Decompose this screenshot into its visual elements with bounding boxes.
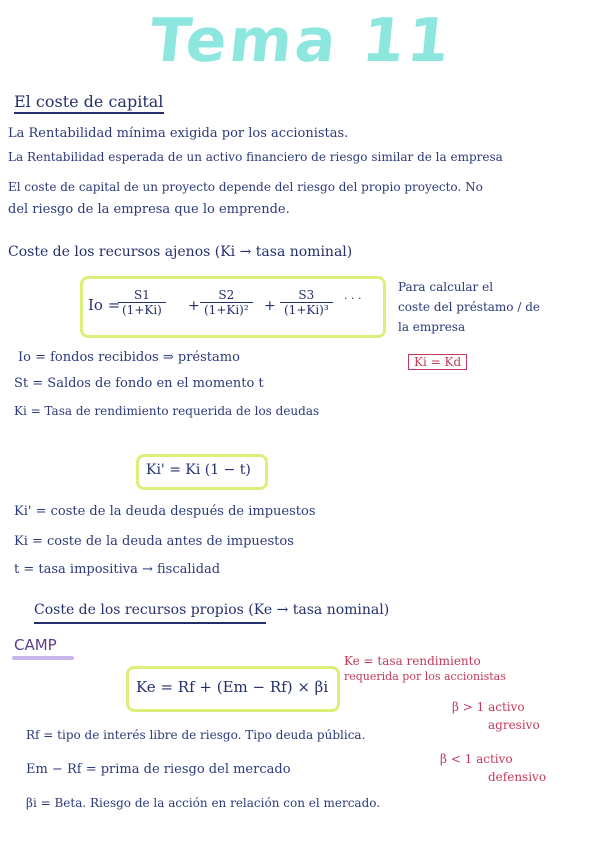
side-note-line: Para calcular el bbox=[398, 280, 494, 294]
capm-label: CAMP bbox=[14, 636, 57, 654]
text-line: El coste de capital de un proyecto depende del riesgo del propio proyecto. No bbox=[8, 180, 483, 194]
fraction-term-3 bbox=[280, 288, 333, 317]
section-heading-coste-capital: El coste de capital bbox=[14, 92, 164, 111]
definition-line: t = tasa impositiva → fiscalidad bbox=[14, 562, 221, 577]
definition-line: Em − Rf = prima de riesgo del mercado bbox=[26, 762, 291, 777]
badge-ki-kd: Ki = Kd bbox=[408, 354, 467, 370]
plus-sign: + bbox=[264, 298, 276, 314]
note-beta-defensive: β < 1 activo bbox=[440, 752, 513, 766]
fraction-term-2 bbox=[200, 288, 253, 317]
section-heading-recursos-ajenos: Coste de los recursos ajenos (Ki → tasa nominal) bbox=[8, 244, 353, 260]
note-ke-line: Ke = tasa rendimiento bbox=[344, 654, 481, 668]
fraction-denominator: (1+Ki) bbox=[122, 303, 162, 317]
side-note-line: coste del préstamo / de bbox=[398, 300, 540, 314]
fraction-denominator: (1+Ki)³ bbox=[284, 303, 329, 317]
formula-ke: Ke = Rf + (Em − Rf) × βi bbox=[136, 678, 329, 696]
fraction-numerator: S3 bbox=[280, 288, 333, 303]
side-note-line: la empresa bbox=[398, 320, 466, 334]
note-beta-defensive: defensivo bbox=[488, 770, 547, 784]
definition-line: Ki' = coste de la deuda después de impuestos bbox=[14, 504, 316, 519]
definition-line: Rf = tipo de interés libre de riesgo. Tipo deuda pública. bbox=[26, 728, 366, 742]
definition-line: St = Saldos de fondo en el momento t bbox=[14, 376, 264, 391]
fraction-term-1 bbox=[118, 288, 166, 317]
section-heading-recursos-propios: Coste de los recursos propios (Ke → tasa nominal) bbox=[34, 602, 390, 618]
plus-sign: + bbox=[188, 298, 200, 314]
ellipsis: · · · bbox=[344, 292, 362, 305]
text-line: del riesgo de la empresa que lo emprende. bbox=[8, 202, 290, 217]
note-beta-aggressive: agresivo bbox=[488, 718, 540, 732]
capm-highlight bbox=[12, 656, 74, 660]
fraction-denominator: (1+Ki)² bbox=[204, 303, 249, 317]
formula-lhs: Io = bbox=[88, 296, 121, 314]
note-ke-line: requerida por los accionistas bbox=[344, 670, 506, 683]
definition-line: Ki = Tasa de rendimiento requerida de los deudas bbox=[14, 404, 320, 418]
page-title: Tema 11 bbox=[146, 6, 456, 76]
definition-line: βi = Beta. Riesgo de la acción en relación con el mercado. bbox=[26, 796, 381, 810]
text-line: La Rentabilidad mínima exigida por los accionistas. bbox=[8, 126, 349, 141]
definition-line: Ki = coste de la deuda antes de impuestos bbox=[14, 534, 294, 549]
note-beta-aggressive: β > 1 activo bbox=[452, 700, 525, 714]
fraction-numerator: S1 bbox=[118, 288, 166, 303]
heading-underline bbox=[14, 112, 164, 114]
heading-underline bbox=[34, 622, 266, 624]
fraction-numerator: S2 bbox=[200, 288, 253, 303]
formula-ki-prime: Ki' = Ki (1 − t) bbox=[146, 462, 251, 478]
text-line: La Rentabilidad esperada de un activo financiero de riesgo similar de la empresa bbox=[8, 150, 503, 164]
definition-line: Io = fondos recibidos ⇒ préstamo bbox=[18, 350, 240, 365]
